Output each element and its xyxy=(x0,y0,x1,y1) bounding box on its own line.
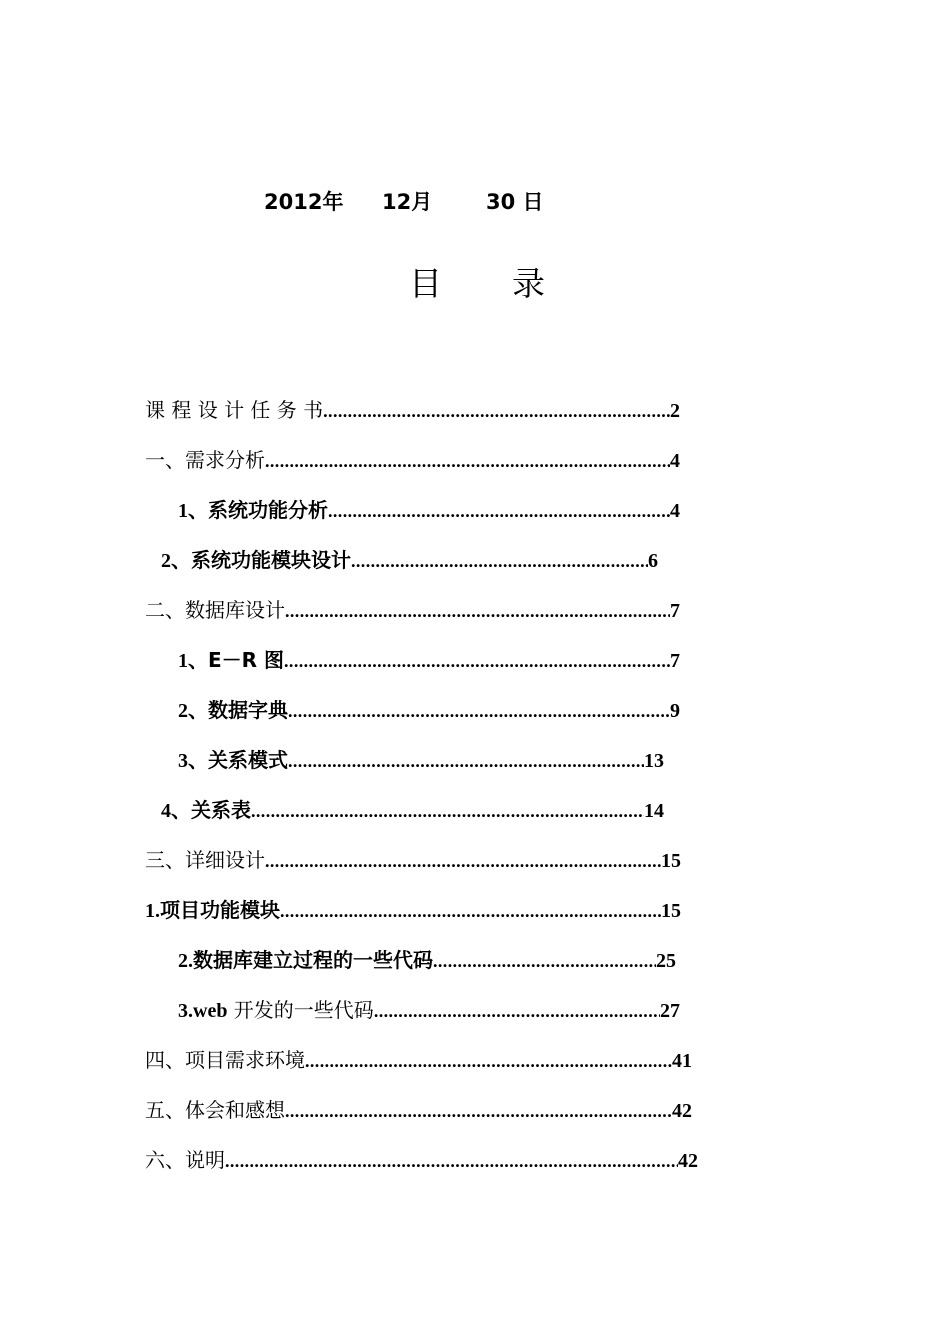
toc-entry-number: 3.web xyxy=(178,1000,228,1022)
toc-entry-text: 数据库建立过程的一些代码 xyxy=(193,948,433,972)
date-year: 2012年 xyxy=(264,190,344,214)
toc-entry-page: 4 xyxy=(670,500,680,522)
toc-leader-dots xyxy=(285,596,670,626)
toc-entry-number: 1 xyxy=(178,650,188,672)
toc-entry-system-module-design[interactable] xyxy=(161,545,658,575)
toc-entry-number: 3 xyxy=(178,750,188,772)
toc-leader-dots xyxy=(288,696,670,726)
toc-entry-label xyxy=(178,995,374,1026)
toc-entry-text: 、数据字典 xyxy=(188,698,288,722)
toc-entry-label xyxy=(178,645,284,676)
toc-entry-label xyxy=(178,945,433,976)
toc-entry-page: 4 xyxy=(670,450,680,472)
toc-entry-task-book[interactable] xyxy=(145,395,680,425)
toc-title-char-2: 录 xyxy=(512,264,545,303)
toc-entry-label xyxy=(161,795,251,826)
toc-entry-label xyxy=(161,545,351,576)
toc-entry-page: 42 xyxy=(678,1150,698,1172)
toc-entry-text: 开发的一些代码 xyxy=(227,998,374,1022)
toc-entry-label: 三、详细设计 xyxy=(145,848,265,872)
toc-leader-dots xyxy=(351,546,648,576)
toc-entry-page: 27 xyxy=(660,1000,680,1022)
toc-entry-page: 9 xyxy=(670,700,680,722)
toc-entry-notes[interactable] xyxy=(145,1145,698,1175)
toc-entry-page: 15 xyxy=(661,850,681,872)
toc-leader-dots xyxy=(225,1146,678,1176)
toc-entry-text: 、系统功能模块设计 xyxy=(171,548,351,572)
toc-entry-page: 2 xyxy=(670,400,680,422)
toc-entry-relation-tables[interactable] xyxy=(161,795,664,825)
toc-entry-text: 、关系表 xyxy=(171,798,251,822)
toc-title-char-1: 目 xyxy=(409,264,442,303)
toc-entry-relational-schema[interactable] xyxy=(178,745,664,775)
document-date xyxy=(0,186,950,216)
toc-title xyxy=(0,258,950,302)
toc-entry-number: 1 xyxy=(178,500,188,522)
toc-entry-page: 41 xyxy=(672,1050,692,1072)
toc-entry-reflections[interactable] xyxy=(145,1095,692,1125)
toc-leader-dots xyxy=(251,796,644,826)
toc-entry-label: 四、项目需求环境 xyxy=(145,1048,305,1072)
toc-entry-text: 、E－R 图 xyxy=(188,648,285,672)
toc-entry-number: 4 xyxy=(161,800,171,822)
toc-leader-dots xyxy=(323,396,670,426)
toc-entry-label: 一、需求分析 xyxy=(145,448,265,472)
toc-entry-label xyxy=(145,895,280,926)
toc-entry-database-build-code[interactable] xyxy=(178,945,676,975)
toc-entry-number: 2 xyxy=(178,700,188,722)
toc-entry-er-diagram[interactable] xyxy=(178,645,680,675)
toc-entry-text: 项目功能模块 xyxy=(160,898,280,922)
toc-entry-label: 五、体会和感想 xyxy=(145,1098,285,1122)
toc-entry-page: 15 xyxy=(661,900,681,922)
toc-entry-label xyxy=(178,695,288,726)
toc-leader-dots xyxy=(265,846,661,876)
toc-entry-database-design[interactable] xyxy=(145,595,680,625)
toc-entry-label xyxy=(178,495,328,526)
toc-entry-data-dictionary[interactable] xyxy=(178,695,680,725)
date-month: 12月 xyxy=(382,190,433,214)
toc-entry-page: 7 xyxy=(670,600,680,622)
toc-entry-page: 13 xyxy=(644,750,664,772)
toc-entry-number: 1. xyxy=(145,900,160,922)
toc-entry-detailed-design[interactable] xyxy=(145,845,681,875)
toc-entry-project-function-modules[interactable] xyxy=(145,895,681,925)
toc-entry-requirements-analysis[interactable] xyxy=(145,445,680,475)
toc-leader-dots xyxy=(288,746,644,776)
toc-leader-dots xyxy=(374,996,660,1026)
toc-entry-page: 25 xyxy=(656,950,676,972)
toc-leader-dots xyxy=(284,646,670,676)
toc-entry-label: 课 程 设 计 任 务 书 xyxy=(145,398,324,422)
toc-entry-label xyxy=(178,745,288,776)
toc-entry-label: 二、数据库设计 xyxy=(145,598,285,622)
toc-leader-dots xyxy=(265,446,670,476)
toc-leader-dots xyxy=(280,896,661,926)
toc-entry-web-dev-code[interactable] xyxy=(178,995,680,1025)
toc-entry-page: 7 xyxy=(670,650,680,672)
toc-entry-system-function-analysis[interactable] xyxy=(178,495,680,525)
toc-entry-number: 2. xyxy=(178,950,193,972)
toc-entry-page: 14 xyxy=(644,800,664,822)
toc-leader-dots xyxy=(305,1046,672,1076)
toc-entry-project-environment[interactable] xyxy=(145,1045,692,1075)
date-day: 30 日 xyxy=(486,190,544,214)
toc-entry-page: 6 xyxy=(648,550,658,572)
toc-entry-text: 、系统功能分析 xyxy=(188,498,328,522)
toc-entry-text: 、关系模式 xyxy=(188,748,288,772)
toc-entry-label: 六、说明 xyxy=(145,1148,225,1172)
toc-leader-dots xyxy=(285,1096,672,1126)
toc-entry-page: 42 xyxy=(672,1100,692,1122)
toc-leader-dots xyxy=(433,946,656,976)
toc-entry-number: 2 xyxy=(161,550,171,572)
toc-leader-dots xyxy=(328,496,670,526)
